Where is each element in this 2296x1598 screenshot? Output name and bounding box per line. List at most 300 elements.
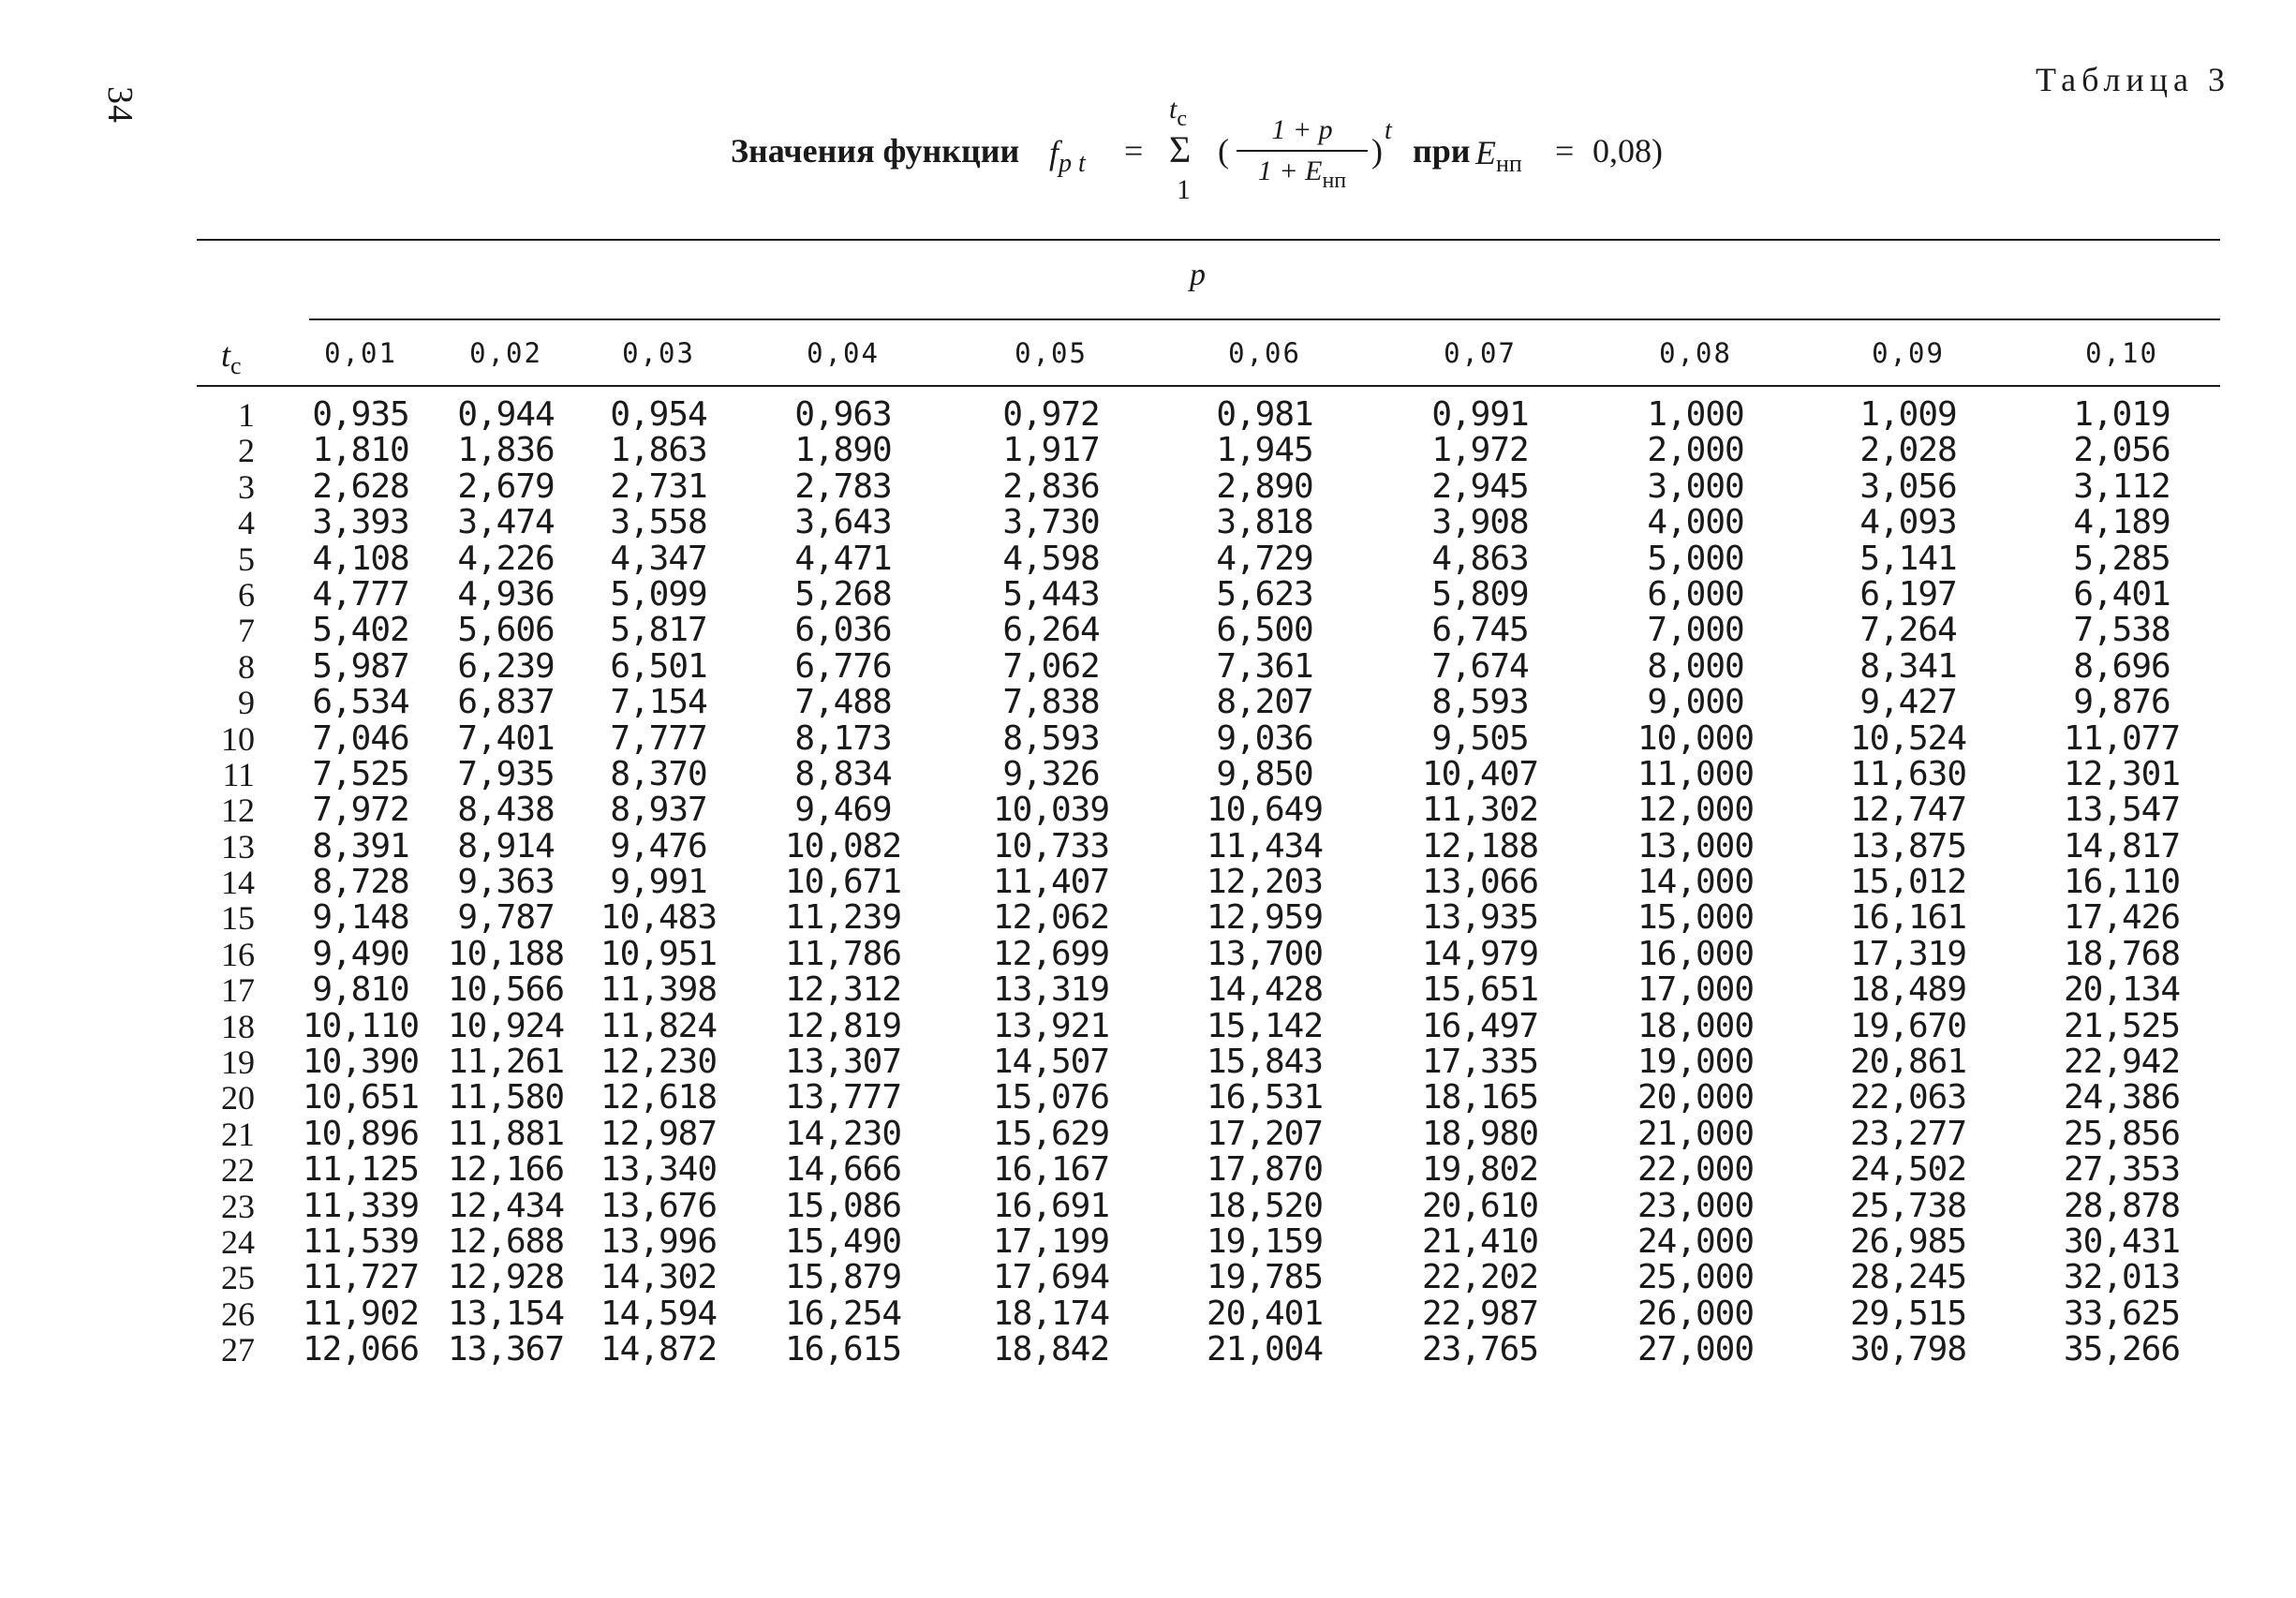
table-cell: 7,538 [2073,611,2170,650]
table-cell: 0,954 [610,395,707,434]
table-cell: 18,768 [2063,934,2181,973]
table-cell: 17,000 [1637,970,1755,1010]
table-cell: 23,765 [1421,1330,1539,1369]
table-cell: 17,319 [1849,934,1967,973]
table-cell: 20,000 [1637,1078,1755,1117]
table-cell: 12,747 [1849,791,1967,830]
table-cell: 10,039 [992,791,1110,830]
table-cell: 10,390 [302,1043,420,1082]
p-rule [309,318,2220,320]
sum-lower-limit: 1 [1177,174,1191,205]
table-cell: 3,112 [2073,466,2170,506]
table-cell: 10,407 [1421,754,1539,793]
row-tc-value: 11 [222,755,255,793]
table-cell: 8,370 [610,754,707,793]
table-cell: 13,921 [992,1006,1110,1045]
table-cell: 1,917 [1002,431,1100,470]
table-cell: 0,972 [1002,395,1100,434]
row-tc-value: 17 [221,971,255,1010]
table-cell: 8,593 [1431,683,1529,722]
table-cell: 3,474 [457,503,555,542]
table-cell: 26,000 [1637,1294,1755,1333]
table-cell: 5,987 [312,646,409,686]
table-cell: 9,469 [794,791,892,830]
column-header: 0,08 [1659,337,1732,369]
table-cell: 25,000 [1637,1258,1755,1297]
table-cell: 21,410 [1421,1221,1539,1261]
table-cell: 8,937 [610,791,707,830]
table-cell: 15,843 [1206,1043,1324,1082]
table-cell: 9,427 [1859,683,1957,722]
table-cell: 18,842 [992,1330,1110,1369]
table-cell: 9,505 [1431,718,1529,758]
table-cell: 6,239 [457,646,555,686]
p-header: p [1190,258,1206,292]
table-cell: 11,407 [992,863,1110,902]
table-cell: 6,036 [794,611,892,650]
table-cell: 27,000 [1637,1330,1755,1369]
table-cell: 3,908 [1431,503,1529,542]
row-tc-value: 25 [221,1259,255,1297]
table-cell: 13,307 [784,1043,902,1082]
table-cell: 13,340 [600,1150,718,1190]
table-cell: 14,872 [600,1330,718,1369]
table-cell: 9,326 [1002,754,1100,793]
table-cell: 2,056 [2073,431,2170,470]
table-cell: 15,012 [1849,863,1967,902]
table-cell: 11,580 [447,1078,565,1117]
table-cell: 10,000 [1637,718,1755,758]
caption-e-symbol: $E_{нп}$ [1475,134,1522,177]
table-cell: 6,534 [312,683,409,722]
table-cell: 30,431 [2063,1221,2181,1261]
table-cell: 3,643 [794,503,892,542]
table-cell: 5,141 [1859,539,1957,578]
table-cell: 12,062 [992,898,1110,938]
table-row [0,433,2296,468]
column-header: 0,06 [1228,337,1301,369]
table-row [0,718,2296,758]
table-cell: 2,028 [1859,431,1957,470]
row-tc-value: 5 [238,540,255,578]
table-cell: 7,488 [794,683,892,722]
table-cell: 7,838 [1002,683,1100,722]
exponent: t [1385,116,1392,145]
table-cell: 13,547 [2063,791,2181,830]
table-row [0,574,2296,614]
table-row [0,865,2296,900]
table-cell: 4,936 [457,574,555,614]
table-cell: 18,000 [1637,1006,1755,1045]
table-cell: 4,863 [1431,539,1529,578]
table-cell: 19,785 [1206,1258,1324,1297]
table-cell: 19,159 [1206,1221,1324,1261]
table-cell: 5,268 [794,574,892,614]
table-cell: 7,000 [1647,611,1744,650]
table-cell: 6,776 [794,646,892,686]
table-cell: 1,890 [794,431,892,470]
table-row [0,541,2296,577]
row-tc-value: 24 [221,1222,255,1261]
column-header: 0,09 [1872,337,1945,369]
table-cell: 13,875 [1849,826,1967,866]
table-cell: 16,110 [2063,863,2181,902]
table-cell: 19,000 [1637,1043,1755,1082]
table-row [0,505,2296,540]
table-cell: 21,525 [2063,1006,2181,1045]
table-cell: 3,393 [312,503,409,542]
table-cell: 0,963 [794,395,892,434]
table-cell: 0,981 [1216,395,1313,434]
column-header: 0,02 [469,337,542,369]
table-cell: 2,000 [1647,431,1744,470]
table-cell: 5,623 [1216,574,1313,614]
caption-at: при [1413,132,1471,170]
table-cell: 12,230 [600,1043,718,1082]
table-cell: 19,802 [1421,1150,1539,1190]
table-cell: 5,402 [312,611,409,650]
table-cell: 20,401 [1206,1294,1324,1333]
table-cell: 11,000 [1637,754,1755,793]
table-cell: 1,810 [312,431,409,470]
sum-sign: Σ [1169,128,1192,170]
table-cell: 15,490 [784,1221,902,1261]
table-cell: 7,972 [312,791,409,830]
table-cell: 22,202 [1421,1258,1539,1297]
table-cell: 12,434 [447,1186,565,1225]
table-cell: 9,476 [610,826,707,866]
table-cell: 4,226 [457,539,555,578]
table-cell: 22,000 [1637,1150,1755,1190]
table-cell: 11,125 [302,1150,420,1190]
table-caption [731,94,1724,215]
table-cell: 0,991 [1431,395,1529,434]
table-cell: 16,000 [1637,934,1755,973]
table-cell: 18,489 [1849,970,1967,1010]
table-cell: 18,520 [1206,1186,1324,1225]
fraction [1237,114,1368,193]
table-cell: 9,876 [2073,683,2170,722]
table-row [0,1152,2296,1188]
table-row [0,1260,2296,1295]
table-cell: 17,199 [992,1221,1110,1261]
table-row [0,1186,2296,1225]
table-cell: 20,610 [1421,1186,1539,1225]
table-cell: 28,245 [1849,1258,1967,1297]
table-cell: 4,777 [312,574,409,614]
table-cell: 13,700 [1206,934,1324,973]
row-tc-value: 19 [221,1043,255,1082]
table-cell: 11,434 [1206,826,1324,866]
row-tc-value: 13 [221,827,255,866]
table-cell: 12,699 [992,934,1110,973]
table-cell: 13,996 [600,1221,718,1261]
header-rule [197,385,2220,387]
table-row [0,972,2296,1008]
table-cell: 15,879 [784,1258,902,1297]
table-row [0,1332,2296,1368]
row-tc-value: 12 [221,792,255,830]
table-cell: 13,154 [447,1294,565,1333]
table-cell: 13,777 [784,1078,902,1117]
row-tc-value: 21 [221,1115,255,1153]
table-cell: 16,531 [1206,1078,1324,1117]
table-cell: 5,000 [1647,539,1744,578]
table-label: Таблица 3 [2036,61,2230,98]
table-cell: 16,691 [992,1186,1110,1225]
row-tc-value: 6 [238,575,255,614]
row-tc-value: 4 [238,504,255,542]
table-cell: 7,935 [457,754,555,793]
table-cell: 22,942 [2063,1043,2181,1082]
column-header: 0,03 [622,337,695,369]
column-header: 0,10 [2085,337,2158,369]
table-cell: 0,944 [457,395,555,434]
row-tc-value: 7 [238,612,255,650]
table-cell: 16,615 [784,1330,902,1369]
table-row [0,613,2296,648]
table-cell: 5,099 [610,574,707,614]
table-cell: 4,189 [2073,503,2170,542]
table-cell: 21,004 [1206,1330,1324,1369]
caption-text: Значения функции [731,132,1020,170]
table-cell: 8,914 [457,826,555,866]
table-cell: 1,836 [457,431,555,470]
table-cell: 5,285 [2073,539,2170,578]
table-cell: 2,945 [1431,466,1529,506]
caption-equals-2: = [1555,132,1575,170]
table-cell: 7,674 [1431,646,1529,686]
table-cell: 15,086 [784,1186,902,1225]
table-cell: 12,000 [1637,791,1755,830]
table-cell: 10,924 [447,1006,565,1045]
table-cell: 18,165 [1421,1078,1539,1117]
row-tc-value: 2 [238,432,255,470]
row-tc-value: 27 [221,1331,255,1369]
table-cell: 11,077 [2063,718,2181,758]
table-cell: 14,302 [600,1258,718,1297]
table-cell: 15,000 [1637,898,1755,938]
table-cell: 9,810 [312,970,409,1010]
table-cell: 13,676 [600,1186,718,1225]
table-cell: 6,000 [1647,574,1744,614]
fraction-denominator: $1 + E_{нп}$ [1257,155,1347,193]
table-cell: 15,142 [1206,1006,1324,1045]
table-cell: 9,363 [457,863,555,902]
table-cell: 7,525 [312,754,409,793]
table-cell: 24,502 [1849,1150,1967,1190]
table-cell: 8,173 [794,718,892,758]
table-cell: 16,254 [784,1294,902,1333]
table-cell: 12,987 [600,1114,718,1153]
tc-header: $t_с$ [221,336,242,379]
table-cell: 8,696 [2073,646,2170,686]
table-cell: 3,056 [1859,466,1957,506]
table-cell: 11,881 [447,1114,565,1153]
table-row [0,1044,2296,1080]
table-cell: 11,902 [302,1294,420,1333]
table-row [0,754,2296,793]
table-cell: 1,972 [1431,431,1529,470]
table-cell: 4,093 [1859,503,1957,542]
table-cell: 4,729 [1216,539,1313,578]
table-row [0,1296,2296,1332]
row-tc-value: 10 [221,719,255,758]
table-cell: 28,878 [2063,1186,2181,1225]
table-cell: 21,000 [1637,1114,1755,1153]
table-row [0,1114,2296,1153]
table-cell: 20,134 [2063,970,2181,1010]
row-tc-value: 9 [238,684,255,722]
table-cell: 4,108 [312,539,409,578]
table-cell: 8,207 [1216,683,1313,722]
table-row [0,1221,2296,1261]
table-cell: 17,207 [1206,1114,1324,1153]
table-cell: 6,500 [1216,611,1313,650]
row-tc-value: 18 [221,1007,255,1045]
table-cell: 30,798 [1849,1330,1967,1369]
table-cell: 18,174 [992,1294,1110,1333]
table-cell: 14,594 [600,1294,718,1333]
table-cell: 14,230 [784,1114,902,1153]
table-cell: 22,063 [1849,1078,1967,1117]
table-cell: 32,013 [2063,1258,2181,1297]
row-tc-value: 16 [221,935,255,973]
row-tc-value: 23 [221,1187,255,1225]
table-cell: 10,188 [447,934,565,973]
table-cell: 1,000 [1647,395,1744,434]
sum-upper-limit: $t_с$ [1169,94,1187,131]
table-cell: 12,928 [447,1258,565,1297]
table-cell: 17,694 [992,1258,1110,1297]
row-tc-value: 20 [221,1079,255,1117]
table-cell: 10,110 [302,1006,420,1045]
table-cell: 9,850 [1216,754,1313,793]
table-cell: 8,000 [1647,646,1744,686]
row-tc-value: 14 [221,864,255,902]
table-cell: 7,154 [610,683,707,722]
table-row [0,397,2296,433]
table-cell: 12,166 [447,1150,565,1190]
table-row [0,685,2296,720]
table-cell: 10,733 [992,826,1110,866]
table-cell: 16,161 [1849,898,1967,938]
table-body [0,397,2296,1369]
table-cell: 0,935 [312,395,409,434]
table-cell: 7,046 [312,718,409,758]
table-row [0,1006,2296,1045]
table-cell: 19,670 [1849,1006,1967,1045]
table-cell: 10,566 [447,970,565,1010]
table-cell: 20,861 [1849,1043,1967,1082]
table-row [0,1080,2296,1116]
table-cell: 17,870 [1206,1150,1324,1190]
table-row [0,466,2296,506]
table-cell: 8,728 [312,863,409,902]
row-tc-value: 15 [221,899,255,938]
table-cell: 11,302 [1421,791,1539,830]
table-cell: 11,630 [1849,754,1967,793]
table-cell: 12,618 [600,1078,718,1117]
table-row [0,900,2296,936]
table-cell: 25,856 [2063,1114,2181,1153]
table-row [0,826,2296,866]
table-cell: 10,649 [1206,791,1324,830]
table-cell: 6,197 [1859,574,1957,614]
table-cell: 12,301 [2063,754,2181,793]
table-cell: 12,819 [784,1006,902,1045]
column-header: 0,07 [1444,337,1517,369]
row-tc-value: 3 [238,467,255,506]
table-cell: 29,515 [1849,1294,1967,1333]
top-rule [197,239,2220,241]
table-cell: 10,671 [784,863,902,902]
table-cell: 24,386 [2063,1078,2181,1117]
table-cell: 2,783 [794,466,892,506]
table-cell: 6,745 [1431,611,1529,650]
table-cell: 8,593 [1002,718,1100,758]
table-cell: 24,000 [1637,1221,1755,1261]
table-cell: 13,000 [1637,826,1755,866]
row-tc-value: 26 [221,1295,255,1333]
table-cell: 8,834 [794,754,892,793]
table-cell: 5,606 [457,611,555,650]
table-cell: 10,951 [600,934,718,973]
table-cell: 6,837 [457,683,555,722]
table-cell: 17,335 [1421,1043,1539,1082]
table-row [0,934,2296,973]
table-cell: 15,629 [992,1114,1110,1153]
table-cell: 1,019 [2073,395,2170,434]
table-cell: 13,319 [992,970,1110,1010]
table-cell: 14,979 [1421,934,1539,973]
table-row [0,646,2296,686]
table-cell: 5,443 [1002,574,1100,614]
table-cell: 11,398 [600,970,718,1010]
table-cell: 15,651 [1421,970,1539,1010]
table-cell: 12,312 [784,970,902,1010]
table-cell: 9,148 [312,898,409,938]
table-cell: 9,036 [1216,718,1313,758]
table-cell: 3,818 [1216,503,1313,542]
table-cell: 4,471 [794,539,892,578]
row-tc-value: 1 [238,396,255,434]
table-cell: 6,501 [610,646,707,686]
table-cell: 5,817 [610,611,707,650]
table-cell: 12,066 [302,1330,420,1369]
table-cell: 4,347 [610,539,707,578]
table-cell: 12,188 [1421,826,1539,866]
table-cell: 8,438 [457,791,555,830]
table-cell: 4,000 [1647,503,1744,542]
table-cell: 9,000 [1647,683,1744,722]
table-cell: 14,000 [1637,863,1755,902]
table-cell: 25,738 [1849,1186,1967,1225]
close-paren: ) [1371,132,1383,170]
table-cell: 7,401 [457,718,555,758]
caption-function: $f_{p t}$ [1049,134,1086,178]
table-cell: 14,666 [784,1150,902,1190]
table-cell: 35,266 [2063,1330,2181,1369]
table-cell: 11,539 [302,1221,420,1261]
table-cell: 11,261 [447,1043,565,1082]
table-cell: 7,777 [610,718,707,758]
column-header: 0,04 [807,337,880,369]
table-cell: 11,824 [600,1006,718,1045]
table-cell: 14,428 [1206,970,1324,1010]
table-cell: 2,731 [610,466,707,506]
table-cell: 12,959 [1206,898,1324,938]
